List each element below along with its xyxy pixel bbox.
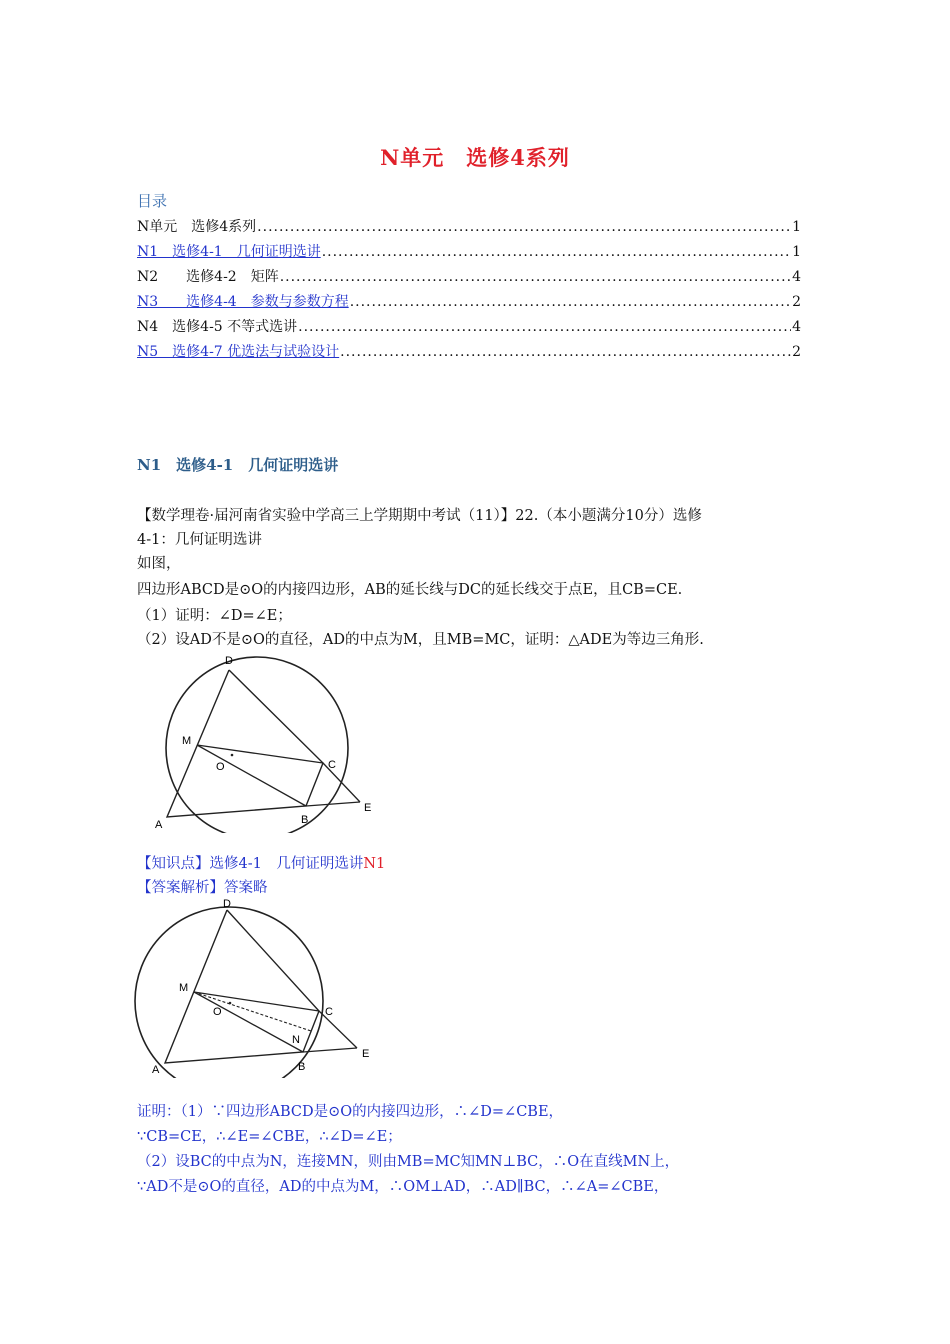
geometry-figure-2 bbox=[130, 893, 390, 1078]
geometry-figure-1 bbox=[130, 648, 390, 833]
toc-page: 2 bbox=[792, 344, 801, 360]
toc-label[interactable]: N1 选修4-1 几何证明选讲 bbox=[137, 244, 321, 260]
question-line: 【数学理卷·届河南省实验中学高三上学期期中考试（11）】22.（本小题满分10分）选修 bbox=[137, 508, 702, 524]
question-line: 4-1：几何证明选讲 bbox=[137, 532, 262, 548]
center-dot bbox=[229, 1002, 232, 1005]
line-mb bbox=[194, 992, 303, 1052]
answer-line: 【答案解析】答案略 bbox=[137, 880, 268, 896]
question-line: （1）证明：∠D=∠E； bbox=[137, 608, 292, 624]
knowledge-tag: N1 bbox=[363, 856, 386, 872]
label-a: A bbox=[152, 1064, 160, 1076]
question-line: （2）设AD不是⊙O的直径，AD的中点为M，且MB=MC，证明：△ADE为等边三角形. bbox=[137, 632, 704, 648]
label-e: E bbox=[364, 802, 372, 814]
center-dot bbox=[231, 754, 234, 757]
toc-page: 4 bbox=[792, 319, 801, 335]
toc-heading: 目录 bbox=[137, 192, 168, 210]
toc-page: 1 bbox=[792, 219, 801, 235]
toc-label[interactable]: N3 选修4-4 参数与参数方程 bbox=[137, 294, 349, 310]
toc-page: 2 bbox=[792, 294, 801, 310]
question-line: 如图， bbox=[137, 556, 181, 572]
line-mb bbox=[197, 745, 306, 806]
toc-label[interactable]: N5 选修4-7 优选法与试验设计 bbox=[137, 344, 340, 360]
toc-row[interactable] bbox=[137, 291, 801, 311]
label-e: E bbox=[362, 1048, 370, 1060]
label-n: N bbox=[292, 1034, 300, 1046]
line-mn-dashed bbox=[194, 992, 311, 1031]
label-o: O bbox=[213, 1006, 222, 1018]
toc-leader bbox=[350, 294, 791, 310]
label-a: A bbox=[155, 819, 163, 831]
proof-line: 证明：（1）∵四边形ABCD是⊙O的内接四边形，∴∠D=∠CBE， bbox=[137, 1104, 564, 1120]
toc-row[interactable] bbox=[137, 316, 801, 336]
label-d: D bbox=[223, 898, 231, 910]
toc-leader bbox=[280, 269, 791, 285]
toc-leader bbox=[340, 344, 791, 360]
toc-row[interactable] bbox=[137, 341, 801, 361]
label-c: C bbox=[328, 759, 336, 771]
knowledge-point bbox=[137, 852, 837, 876]
proof-line: ∵CB=CE，∴∠E=∠CBE，∴∠D=∠E； bbox=[137, 1129, 402, 1145]
toc-label: N2 选修4-2 矩阵 bbox=[137, 269, 279, 285]
toc-row[interactable] bbox=[137, 266, 801, 286]
label-c: C bbox=[325, 1006, 333, 1018]
label-b: B bbox=[298, 1061, 306, 1073]
toc-row[interactable] bbox=[137, 216, 801, 236]
label-o: O bbox=[216, 761, 225, 773]
knowledge-label: 【知识点】选修4-1 几何证明选讲 bbox=[137, 856, 364, 872]
page-title: N单元 选修4系列 bbox=[380, 145, 570, 170]
proof-line: ∵AD不是⊙O的直径，AD的中点为M，∴OM⊥AD，∴AD∥BC，∴∠A=∠CBE， bbox=[137, 1179, 669, 1195]
toc-leader bbox=[257, 219, 791, 235]
proof-line: （2）设BC的中点为N，连接MN，则由MB=MC知MN⊥BC，∴O在直线MN上， bbox=[137, 1154, 680, 1170]
line-be bbox=[303, 1048, 357, 1052]
label-m: M bbox=[182, 735, 192, 747]
question-line: 四边形ABCD是⊙O的内接四边形，AB的延长线与DC的延长线交于点E，且CB=CE. bbox=[137, 582, 683, 598]
toc-leader bbox=[322, 244, 791, 260]
circle-o bbox=[166, 657, 348, 833]
toc-page: 4 bbox=[792, 269, 801, 285]
section-heading: N1 选修4-1 几何证明选讲 bbox=[137, 456, 339, 474]
toc-label: N单元 选修4系列 bbox=[137, 219, 257, 235]
toc-label: N4 选修4-5 不等式选讲 bbox=[137, 319, 298, 335]
line-be bbox=[306, 802, 360, 806]
label-b: B bbox=[301, 814, 309, 826]
toc-row[interactable] bbox=[137, 241, 801, 261]
toc-page: 1 bbox=[792, 244, 801, 260]
label-d: D bbox=[225, 655, 233, 667]
label-m: M bbox=[179, 982, 189, 994]
toc-leader bbox=[298, 319, 791, 335]
